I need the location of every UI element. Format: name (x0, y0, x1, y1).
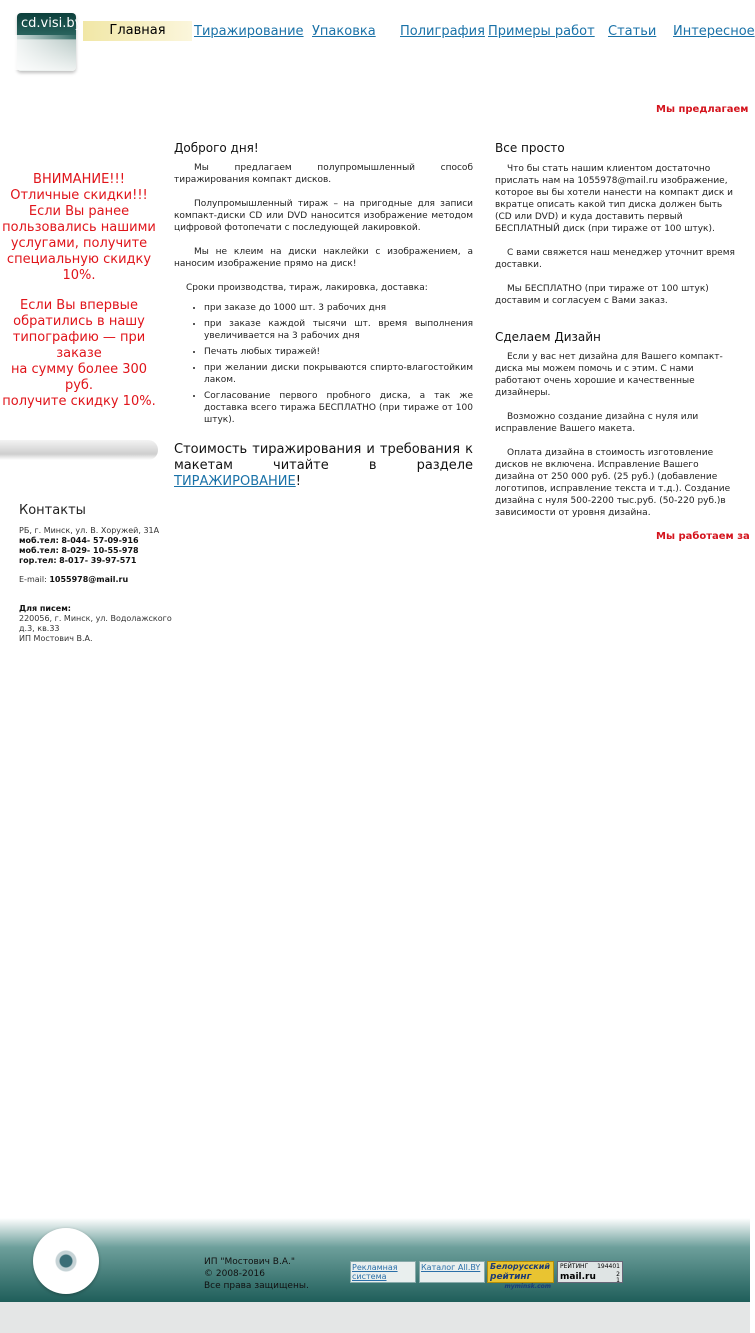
replication-link[interactable]: ТИРАЖИРОВАНИЕ (174, 474, 296, 489)
footer (0, 1218, 750, 1302)
greeting-title: Доброго дня! (174, 141, 259, 155)
contacts-title: Контакты (19, 503, 86, 518)
promo-discount-new: Если Вы впервые обратились в нашу типографию — при заказе на сумму более 300 руб. получите скидку 10%. (2, 298, 156, 409)
nav-item-packaging[interactable]: Упаковка (312, 24, 376, 39)
ad-system-badge[interactable]: Рекламная система (350, 1261, 416, 1283)
footer-bottom-bar (0, 1302, 750, 1333)
belarus-rating-badge[interactable]: Белорусский рейтинг myminsk.com (487, 1261, 554, 1283)
main-paragraph: Мы предлагаем полупромышленный способ тиражирования компакт дисков. (174, 163, 473, 185)
list-item: • при заказе до 1000 шт. 3 рабочих дня (204, 302, 473, 314)
simple-paragraph: Что бы стать нашим клиентом достаточно прислать нам на 1055978@mail.ru изображение, которое вы бы хотели нанести на компакт диск и вкратце описать какой тип диска должен быть (CD или DVD) и куда доставить первый БЕСПЛАТНЫЙ диск (при тираже от 100 штук). (495, 164, 733, 234)
terms-list (174, 302, 473, 426)
promo-discount-returning: ВНИМАНИЕ!!! Отличные скидки!!! Если Вы ранее пользовались нашими услугами, получите специальную скидку 10%. (2, 172, 156, 283)
main-paragraph: Полупромышленный тираж – на пригодные для записи компакт-диски CD или DVD наносится изображение методом цифровой фотопечати с последующей лакировкой. (174, 199, 473, 233)
marquee-top: Мы предлагаем (656, 104, 749, 115)
simple-paragraph: С вами свяжется наш менеджер уточнит время доставки. (495, 248, 735, 270)
contacts-phone: моб.тел: 8-029- 10-55-978 (19, 546, 139, 555)
design-paragraph: Возможно создание дизайна с нуля или исправление Вашего макета. (495, 412, 699, 434)
contacts-email: E-mail: 1055978@mail.ru (19, 575, 129, 584)
main-content (174, 141, 473, 490)
design-paragraph: Если у вас нет дизайна для Вашего компакт-диска мы можем помочь и с этим. С нами работают очень хорошие и качественные дизайнеры. (495, 352, 723, 398)
main-paragraph: Мы не клеим на диски наклейки с изображением, а наносим изображение прямо на диск! (174, 247, 473, 269)
mailru-rating-badge[interactable]: РЕЙТИНГ 194401 mail.ru 2 1 (557, 1261, 623, 1283)
list-item: • при желании диски покрываются спирто-влагостойким лаком. (204, 362, 473, 386)
design-section (495, 330, 737, 519)
decorative-swoosh (0, 440, 158, 460)
simple-paragraph: Мы БЕСПЛАТНО (при тираже от 100 штук) доставим и согласуем с Вами заказ. (495, 284, 709, 306)
cd-disc-icon (33, 1228, 99, 1294)
allby-catalog-badge[interactable]: Каталог All.BY (419, 1261, 485, 1283)
simple-title: Все просто (495, 141, 565, 155)
nav-item-printing[interactable]: Полиграфия (400, 24, 485, 39)
simple-section (495, 141, 737, 307)
marquee-bottom: Мы работаем за (656, 531, 750, 542)
list-item: • Согласование первого пробного диска, а так же доставка всего тиража БЕСПЛАТНО (при тираже от 100 штук). (204, 390, 473, 426)
contacts-letters: Для писем: 220056, г. Минск, ул. Водолажского д.3, кв.33 ИП Мостович В.А. (19, 604, 172, 643)
nav-item-portfolio[interactable]: Примеры работ (488, 24, 595, 39)
terms-title: Сроки производства, тираж, лакировка, доставка: (186, 283, 428, 293)
contacts-phone: моб.тел: 8-044- 57-09-916 (19, 536, 139, 545)
nav-item-interesting[interactable]: Интересное (673, 24, 755, 39)
design-title: Сделаем Дизайн (495, 330, 601, 344)
nav-item-articles[interactable]: Статьи (608, 24, 657, 39)
nav-item-home[interactable]: Главная (83, 21, 192, 41)
contacts-address: РБ, г. Минск, ул. В. Хоружей, 31А (19, 526, 160, 535)
list-item: • при заказе каждой тысячи шт. время выполнения увеличивается на 3 рабочих дня (204, 318, 473, 342)
list-item: • Печать любых тиражей! (204, 346, 473, 358)
site-logo-text: cd.visi.by (21, 16, 83, 31)
nav-item-replication[interactable]: Тиражирование (194, 24, 304, 39)
cost-paragraph: Стоимость тиражирования и требования к макетам читайте в разделе ТИРАЖИРОВАНИЕ! (174, 442, 473, 489)
copyright: ИП "Мостович В.А." © 2008-2016 Все права защищены. (204, 1257, 309, 1291)
design-paragraph: Оплата дизайна в стоимость изготовление дисков не включена. Исправление Вашего дизайна от 250 000 руб. (25 руб.) (добавление логотипов, исправление текста и т.д.). Создание дизайна с нуля 500-2200 тыс.руб. (50-220 руб.)в зависимости от уровня дизайна. (495, 448, 731, 518)
logo-fade (0, 35, 80, 70)
contacts-phone: гор.тел: 8-017- 39-97-571 (19, 556, 137, 565)
